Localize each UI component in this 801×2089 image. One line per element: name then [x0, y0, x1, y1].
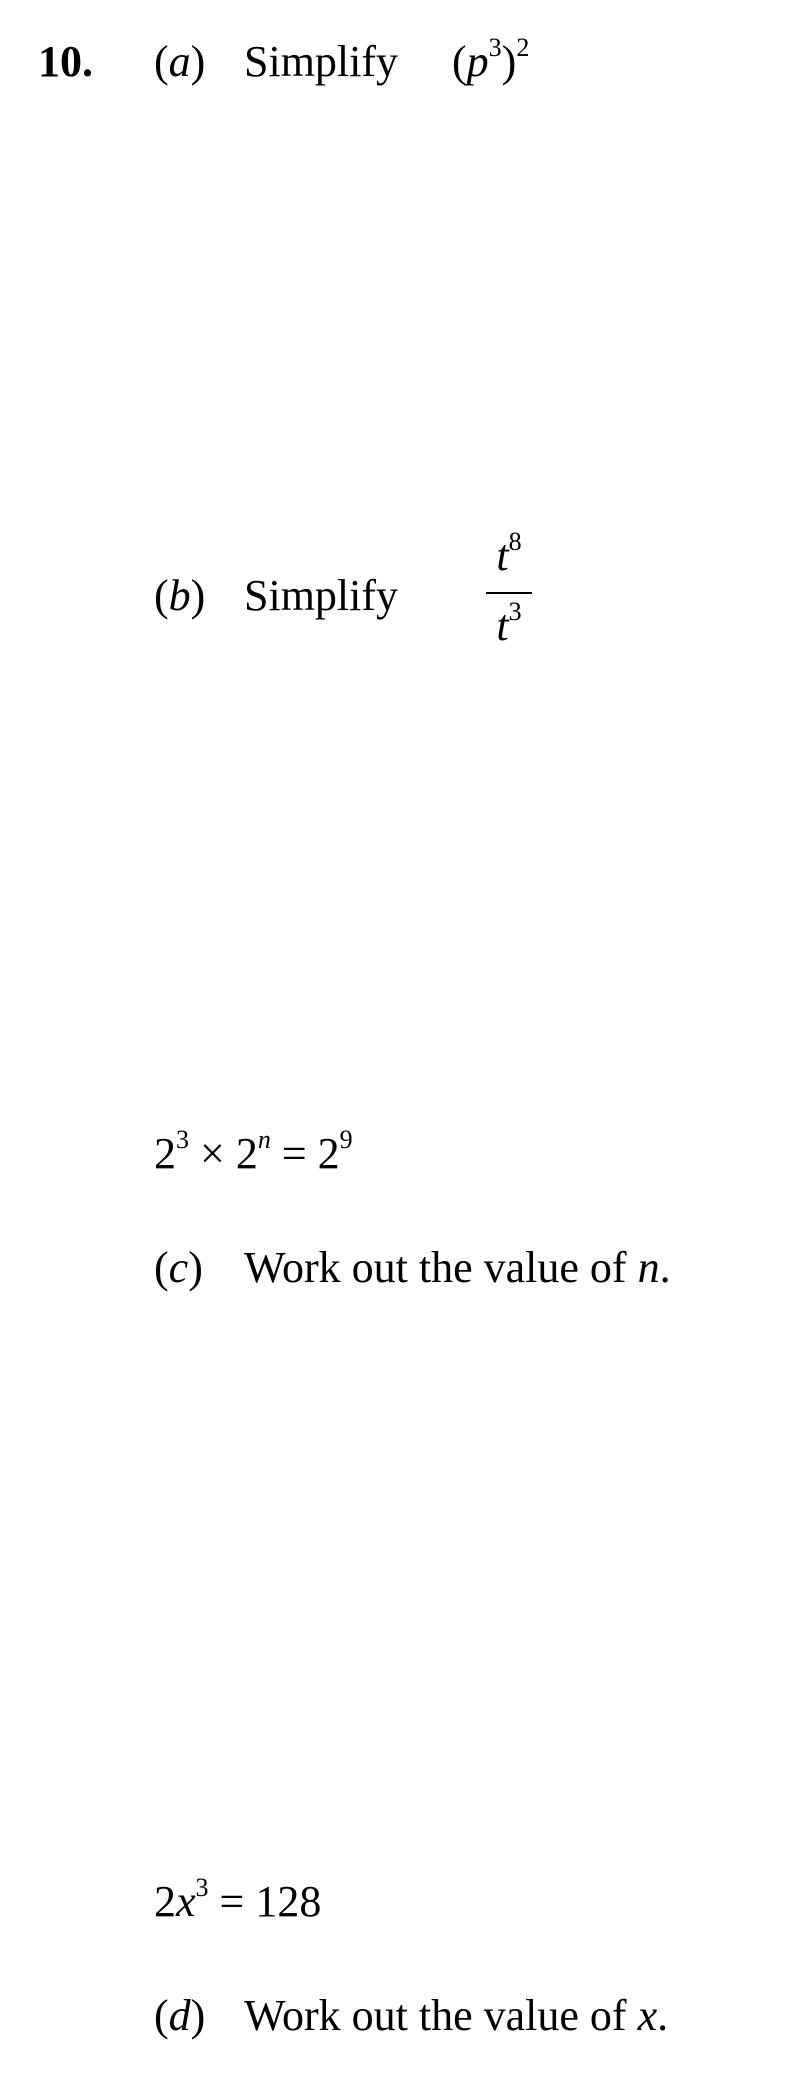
- part-d-instruction: Work out the value of x.: [244, 1991, 669, 2040]
- part-d-equation: $2x^3 = 128$: [154, 1873, 322, 1926]
- question-number: 10.: [38, 37, 93, 86]
- part-a-label: (a): [154, 37, 206, 86]
- part-a-expression: $(p^3)^2$: [452, 33, 530, 86]
- part-b-numerator: $t^8$: [496, 527, 522, 580]
- part-c-label: (c): [154, 1243, 203, 1292]
- part-c-equation: $2^3 \times 2^n = 2^9$: [154, 1125, 353, 1178]
- part-b-denominator: $t^3$: [496, 597, 522, 650]
- part-b-fraction: [486, 527, 532, 656]
- part-c-instruction: Work out the value of n.: [244, 1243, 671, 1292]
- part-a-instruction: Simplify: [244, 37, 399, 86]
- part-b-label: (b): [154, 571, 206, 620]
- part-d-label: (d): [154, 1991, 206, 2040]
- part-b-instruction: Simplify: [244, 571, 399, 620]
- fraction-bar: [486, 592, 532, 594]
